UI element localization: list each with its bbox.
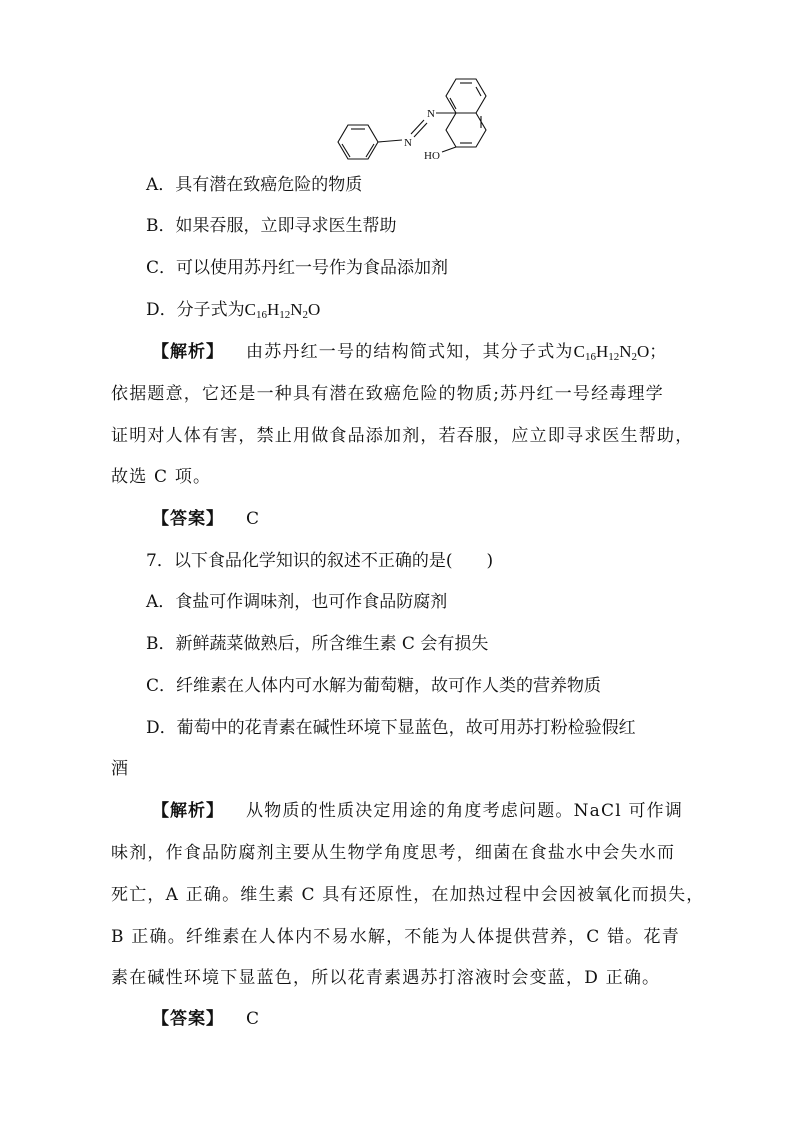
q7-analysis-line: 素在碱性环境下显蓝色，所以花青素遇苏打溶液时会变蓝，D 正确。 (111, 968, 661, 988)
analysis-label: 【解析】 (152, 342, 224, 362)
option-text: 如果吞服，立即寻求医生帮助 (175, 216, 397, 236)
molecular-formula: $C_{16}H_{12}N_2O$ (244, 300, 321, 321)
q7-option-b (146, 632, 488, 656)
analysis-text: 从物质的性质决定用途的角度考虑问题。NaCl 可作调 (246, 801, 684, 821)
option-letter: C． (146, 258, 177, 278)
q6-answer (152, 507, 259, 531)
q6-option-d (146, 298, 320, 327)
q7-stem: 7．以下食品化学知识的叙述不正确的是( ) (146, 551, 494, 571)
structure-bonds (338, 79, 486, 159)
answer-label: 【答案】 (152, 509, 224, 529)
option-letter: C． (146, 676, 177, 696)
analysis-text: 由苏丹红一号的结构简式知，其分子式为 (246, 342, 574, 362)
q7-option-a (146, 590, 447, 614)
answer-label: 【答案】 (152, 1009, 224, 1029)
q6-option-b (146, 214, 397, 238)
answer-value: C (246, 1009, 260, 1029)
q7-answer (152, 1007, 259, 1031)
answer-value: C (246, 509, 260, 529)
sudan-red-structure-diagram (330, 60, 510, 165)
q7-option-d (146, 716, 636, 740)
option-text: 具有潜在致癌危险的物质 (175, 175, 363, 195)
q6-analysis-head: 【解析】 由苏丹红一号的结构简式知，其分子式为$C_{16}H_{12}N_2O$； (152, 342, 668, 363)
option-text: 葡萄中的花青素在碱性环境下显蓝色，故可用苏打粉检验假红 (176, 718, 636, 738)
q7-analysis-head (152, 799, 683, 823)
q6-analysis-line: 故选 C 项。 (111, 467, 212, 487)
option-letter: D． (146, 300, 177, 320)
q6-analysis-line: 依据题意，它还是一种具有潜在致癌危险的物质;苏丹红一号经毒理学 (111, 384, 664, 404)
option-letter: A． (146, 175, 176, 195)
option-text: 分子式为 (176, 300, 245, 320)
molecular-formula: $C_{16}H_{12}N_2O$ (573, 342, 650, 363)
analysis-label: 【解析】 (152, 801, 224, 821)
q6-option-c (146, 256, 448, 280)
azo-nitrogen-2: N (427, 108, 435, 120)
option-text: 可以使用苏丹红一号作为食品添加剂 (176, 258, 449, 278)
q7-analysis-line: 味剂，作食品防腐剂主要从生物学角度思考，细菌在食盐水中会失水而 (111, 843, 676, 863)
q7-analysis-line: 死亡，A 正确。维生素 C 具有还原性，在加热过程中会因被氧化而损失， (111, 885, 705, 905)
q7-option-d-continuation: 酒 (111, 759, 128, 779)
option-text: 纤维素在人体内可水解为葡萄糖，故可作人类的营养物质 (176, 676, 602, 696)
option-letter: B． (146, 216, 176, 236)
q7-option-c (146, 674, 601, 698)
option-letter: A． (146, 592, 176, 612)
azo-nitrogen-1: N (404, 137, 412, 149)
option-letter: D． (146, 718, 177, 738)
option-letter: B． (146, 634, 176, 654)
option-text: 新鲜蔬菜做熟后，所含维生素 C 会有损失 (175, 634, 489, 654)
q7-analysis-line: B 正确。纤维素在人体内不易水解，不能为人体提供营养，C 错。花青 (111, 927, 680, 947)
q6-analysis-line: 证明对人体有害，禁止用做食品添加剂，若吞服，应立即寻求医生帮助， (111, 426, 694, 446)
option-text: 食盐可作调味剂，也可作食品防腐剂 (175, 592, 448, 612)
q6-option-a (146, 173, 362, 197)
hydroxyl-label: HO (424, 150, 440, 162)
